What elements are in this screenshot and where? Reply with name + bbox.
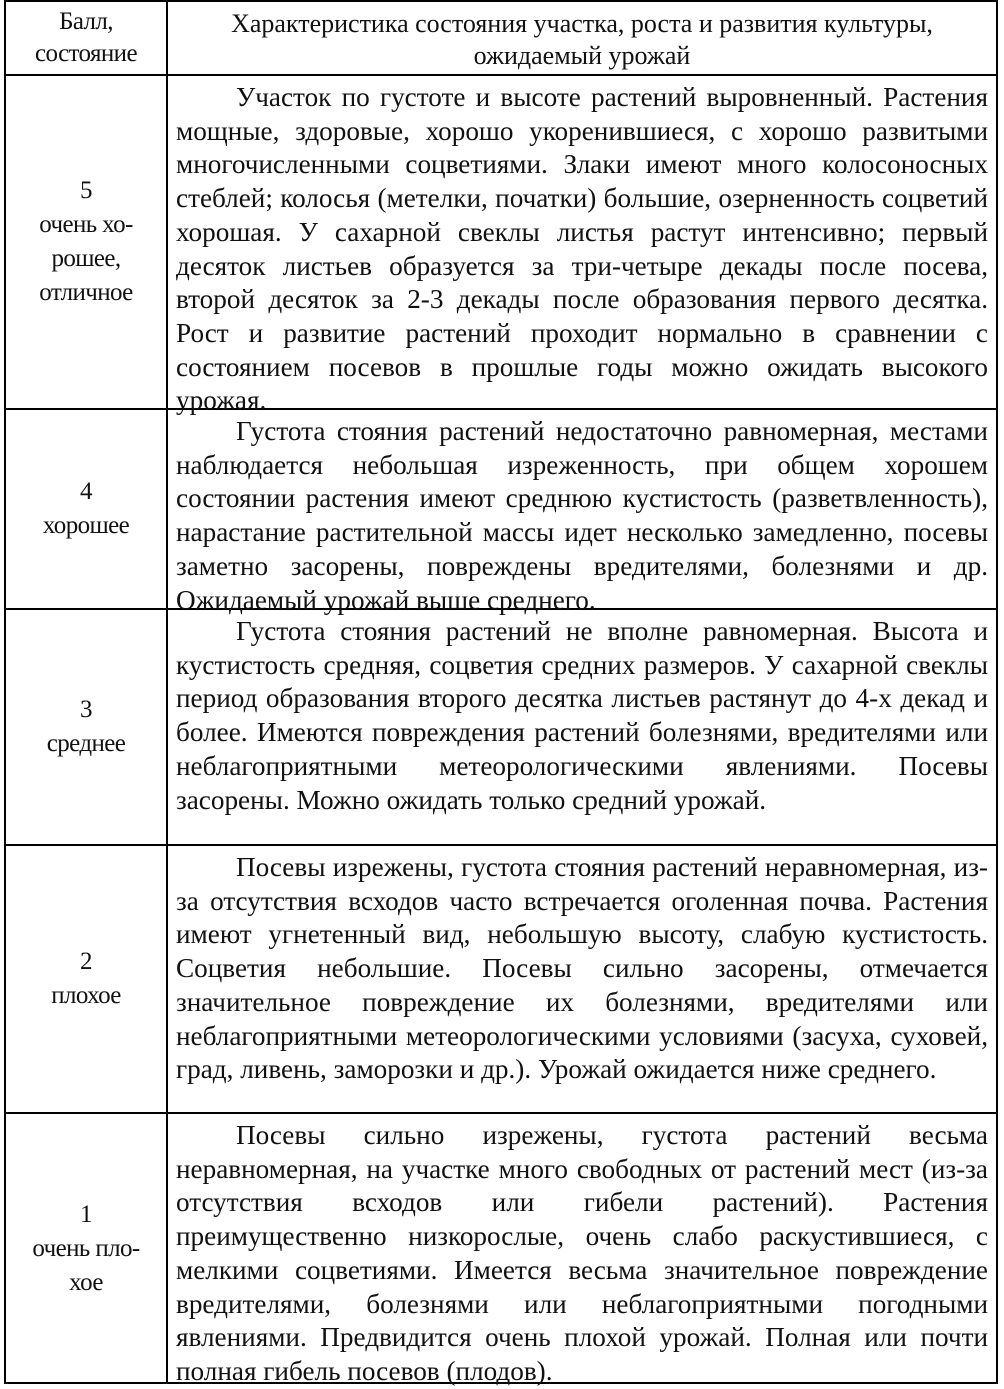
score-cell — [6, 1114, 168, 1384]
score-value: 3 — [80, 696, 92, 723]
table-row-score-2 — [6, 846, 996, 1114]
header-score-line1: Балл, — [59, 8, 113, 35]
description-cell: Густота стояния растений не вполне равномерная. Высота и кустистость средняя, соцветия средних размеров. У сахарной свеклы период образования второго десятка листьев растянут до 4-х декад и более. Имеются повреждения растений болезнями, вредителями или неблагоприятными метеорологическими явлениями. Посевы засорены. Можно ожидать только средний урожай. — [176, 616, 988, 815]
state-label-line2: хое — [69, 1269, 103, 1296]
state-label-line1: плохое — [51, 982, 121, 1009]
state-label-line3: отличное — [39, 279, 133, 306]
state-label-line1: среднее — [46, 730, 126, 757]
description-cell: Посевы сильно изрежены, густота растений весьма неравномерная, на участке много свободных от растений мест (из-за отсутствия всходов или гибели растений). Растения преимущественно низкорослые, очень слабо раскустившиеся, с мелкими соцветиями. Имеется весьма значительное повреждение вредителями, болезнями или неблагоприятными погодными явлениями. Предвидится очень плохой урожай. Полная или почти полная гибель посевов (плодов). — [176, 1120, 988, 1386]
score-value: 2 — [80, 948, 92, 975]
state-label-line1: хорошее — [42, 512, 130, 539]
state-label-line1: очень пло- — [32, 1235, 140, 1262]
score-cell — [6, 846, 168, 1112]
description-cell: Посевы изрежены, густота стояния растений неравномерная, из-за отсутствия всходов часто встречается оголенная почва. Растения имеют угнетенный вид, небольшую высоту, слабую кустистость. Соцветия небольшие. Посевы сильно засорены, отмечается значительное повреждение их болезнями, вредителями или неблагоприятными метеорологическими условиями (засуха, суховей, град, ливень, заморозки и др.). Урожай ожидается ниже среднего. — [176, 852, 988, 1085]
score-cell — [6, 610, 168, 844]
score-value: 4 — [80, 478, 92, 505]
header-score-cell — [6, 2, 168, 74]
description-cell: Густота стояния растений недостаточно равномерная, местами наблюдается небольшая изреженность, при общем хорошем состоянии растения имеют среднюю кустистость (разветвленность), нарастание растительной массы идет несколько замедленно, посевы заметно засорены, повреждены вредителями, болезнями и др. Ожидаемый урожай выше среднего. — [176, 416, 988, 615]
table-row-score-5 — [6, 76, 996, 416]
table-row-score-3 — [6, 610, 996, 846]
header-description-cell: Характеристика состояния участка, роста и развития культуры, ожидаемый урожай — [231, 9, 933, 70]
score-value: 1 — [80, 1201, 92, 1228]
table-header-row — [6, 2, 996, 76]
score-cell — [6, 76, 168, 408]
score-cell — [6, 410, 168, 608]
state-label-line2: рошее, — [51, 245, 121, 272]
crop-condition-table — [4, 0, 998, 1384]
table-row-score-4 — [6, 410, 996, 615]
state-label-line1: очень хо- — [39, 211, 133, 238]
header-score-line2: состояние — [35, 40, 137, 67]
description-cell: Участок по густоте и высоте растений выровненный. Растения мощные, здоровые, хорошо укоренившиеся, с хорошо развитыми многочисленными соцветиями. Злаки имеют много колосоносных стеблей; колосья (метелки, початки) большие, озерненность соцветий хорошая. У сахарной свеклы листья растут интенсивно; первый десяток листьев образуется за три-четыре декады после посева, второй десяток за 2-3 декады после образования первого десятка. Рост и развитие растений проходит нормально в сравнении с состоянием посевов в прошлые годы можно ожидать высокого урожая. — [176, 82, 988, 416]
table-row-score-1 — [6, 1114, 996, 1384]
score-value: 5 — [80, 177, 92, 204]
